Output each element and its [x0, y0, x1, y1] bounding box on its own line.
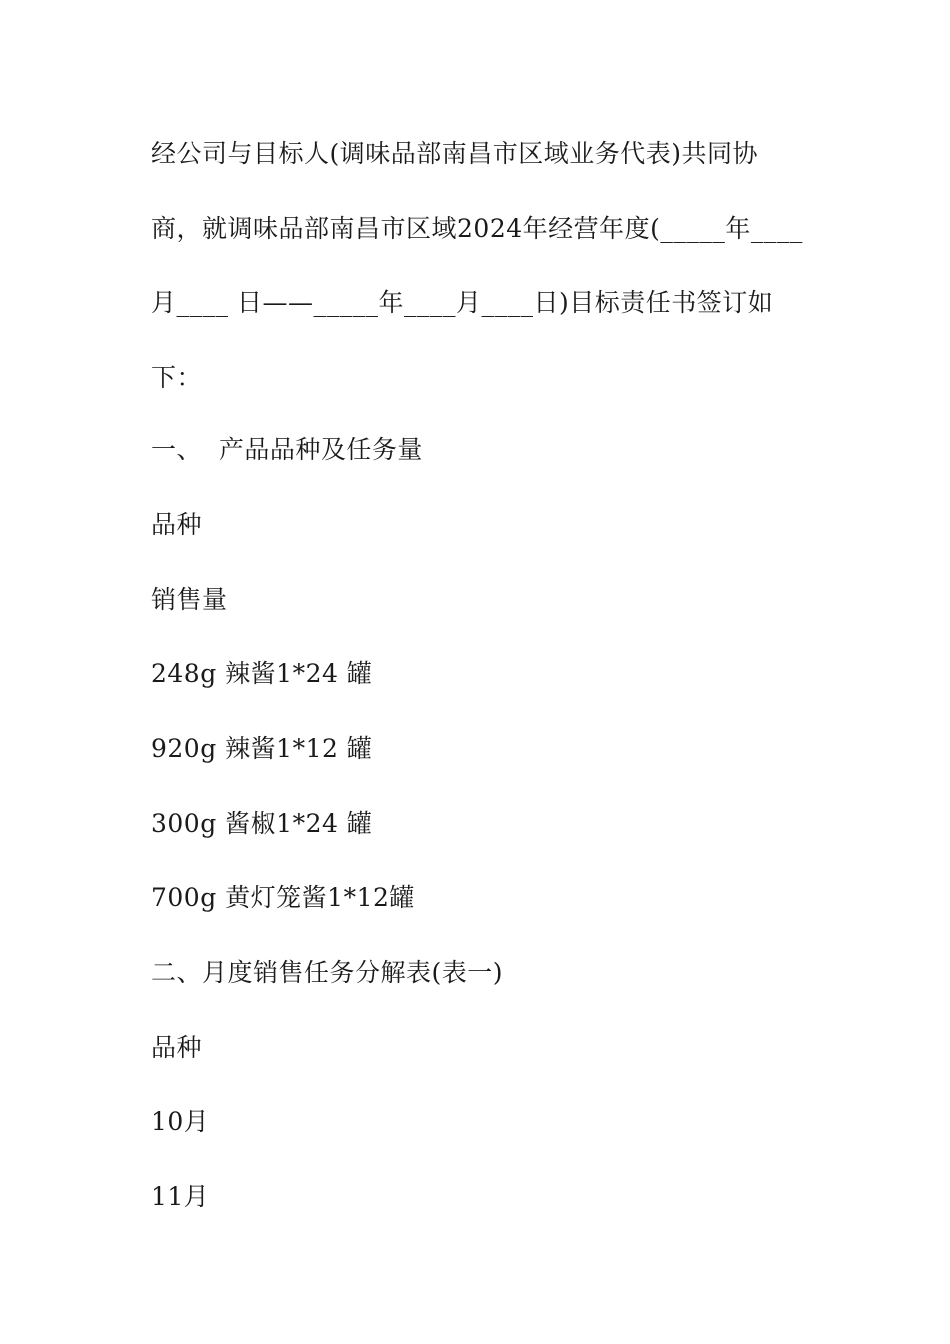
section-heading-1: 一、 产品品种及任务量 — [151, 435, 423, 464]
product-item-3: 300g 酱椒1*24 罐 — [151, 809, 373, 838]
paragraph-line-2: 商，就调味品部南昌市区域2024年经营年度(_____年____ — [151, 214, 803, 243]
paragraph-line-3: 月____ 日——_____年____月____日)目标责任书签订如 — [151, 288, 774, 317]
table-header-variety-2: 品种 — [151, 1033, 203, 1062]
product-item-1: 248g 辣酱1*24 罐 — [151, 659, 373, 688]
paragraph-line-1: 经公司与目标人(调味品部南昌市区域业务代表)共同协 — [151, 139, 759, 168]
table-header-variety: 品种 — [151, 510, 203, 539]
month-november: 11月 — [151, 1182, 210, 1211]
section-heading-2: 二、月度销售任务分解表(表一) — [151, 958, 504, 987]
paragraph-line-4: 下： — [151, 363, 203, 392]
product-item-2: 920g 辣酱1*12 罐 — [151, 734, 373, 763]
table-header-sales-volume: 销售量 — [151, 585, 228, 614]
product-item-4: 700g 黄灯笼酱1*12罐 — [151, 883, 415, 912]
month-october: 10月 — [151, 1107, 210, 1136]
